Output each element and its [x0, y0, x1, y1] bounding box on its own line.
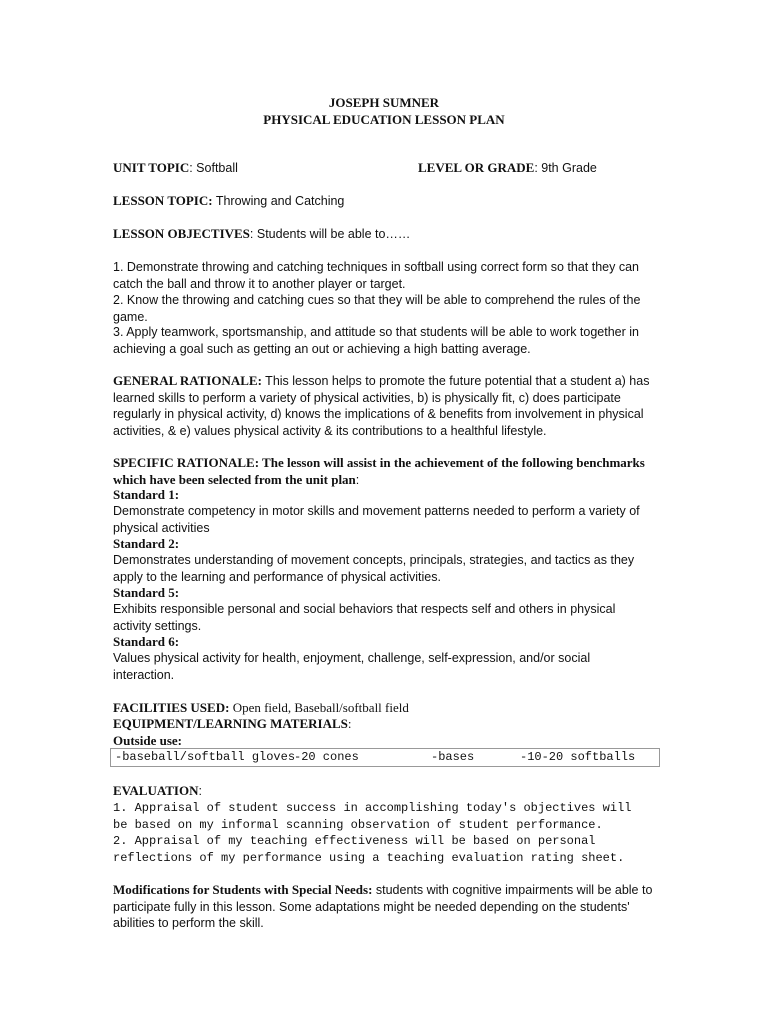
general-rationale — [113, 373, 653, 439]
equipment-item-bases: -bases — [431, 750, 475, 764]
standard-2-text: Demonstrates understanding of movement concepts, principals, strategies, and tactics as they apply to the learning and performance of physical activities. — [113, 553, 635, 584]
lesson-topic-label: LESSON TOPIC: — [113, 193, 213, 208]
standard-5-title: Standard 5: — [113, 585, 180, 600]
standard-5-text: Exhibits responsible personal and social behaviors that respects self and others in physical activity settings. — [113, 602, 616, 633]
evaluation-label: EVALUATION — [113, 783, 199, 798]
facilities-value: Open field, Baseball/softball field — [229, 700, 409, 715]
evaluation-item-2: 2. Appraisal of my teaching effectiveness will be based on personal reflections of my performance using a teaching evaluation rating sheet. — [113, 834, 625, 865]
objective-item-1: 1. Demonstrate throwing and catching techniques in softball using correct form so that they can catch the ball and throw it to another player or target. — [113, 260, 639, 291]
standard-1-text: Demonstrate competency in motor skills and movement patterns needed to perform a variety of physical activities — [113, 504, 640, 535]
lesson-objectives-intro: : Students will be able to…… — [249, 227, 411, 241]
level-grade-label: LEVEL OR GRADE — [418, 160, 535, 175]
general-rationale-text: This lesson helps to promote the future potential that a student a) has learned skills to perform a variety of physical activities, b) is physically fit, c) does participate regularly in physical activity, d) knows the implications of & benefits from involvement in physical activities, & e) values physical activity & its contributions to a healthful lifestyle. — [113, 374, 650, 438]
specific-rationale — [113, 455, 653, 488]
facilities-label: FACILITIES USED: — [113, 700, 230, 715]
level-grade — [418, 160, 678, 177]
objective-item-3: 3. Apply teamwork, sportsmanship, and attitude so that students will be able to work together in achieving a goal such as getting an out or achieving a high batting average. — [113, 325, 639, 356]
lesson-topic-value: Throwing and Catching — [212, 194, 345, 208]
general-rationale-label: GENERAL RATIONALE: — [113, 373, 262, 388]
equipment-item-cones: -20 cones — [294, 750, 359, 764]
equipment-label: EQUIPMENT/LEARNING MATERIALS — [113, 716, 348, 731]
standard-6-title: Standard 6: — [113, 634, 180, 649]
level-grade-value: : 9th Grade — [534, 161, 597, 175]
specific-rationale-colon: : — [355, 472, 360, 487]
lesson-objectives-label: LESSON OBJECTIVES — [113, 226, 250, 241]
document-title: PHYSICAL EDUCATION LESSON PLAN — [263, 112, 505, 127]
evaluation-colon: : — [198, 784, 202, 798]
equipment-item-softballs: -10-20 softballs — [520, 750, 636, 764]
standard-6-text: Values physical activity for health, enjoyment, challenge, self-expression, and/or social interaction. — [113, 651, 591, 682]
lesson-topic — [113, 193, 653, 210]
evaluation-item-1: 1. Appraisal of student success in accomplishing today's objectives will be based on my informal scanning observation of student performance. — [113, 801, 632, 832]
modifications-text: students with cognitive impairments will be able to participate fully in this lesson. Some adaptations might be needed depending on the students' abilities to perform the skill. — [113, 883, 653, 930]
standard-2-title: Standard 2: — [113, 536, 180, 551]
evaluation-heading — [113, 783, 653, 800]
modifications-label: Modifications for Students with Special Needs: — [113, 882, 373, 897]
unit-topic-label: UNIT TOPIC — [113, 160, 190, 175]
equipment-colon: : — [347, 716, 352, 731]
author-name: JOSEPH SUMNER — [328, 95, 440, 110]
lesson-objectives-heading — [113, 226, 653, 243]
modifications-special-needs — [113, 882, 653, 932]
objective-item-2: 2. Know the throwing and catching cues so that they will be able to comprehend the rules of the game. — [113, 293, 641, 324]
specific-rationale-label: SPECIFIC RATIONALE: The lesson will assist in the achievement of the following benchmarks which have been selected from the unit plan — [113, 455, 645, 487]
unit-topic-value: : Softball — [189, 161, 238, 175]
equipment-item-gloves: -baseball/softball gloves — [115, 750, 296, 764]
equipment-heading — [113, 716, 653, 733]
equipment-table — [110, 748, 660, 767]
standard-1-title: Standard 1: — [113, 487, 180, 502]
outside-use-label: Outside use: — [113, 733, 182, 748]
facilities-used — [113, 700, 653, 717]
